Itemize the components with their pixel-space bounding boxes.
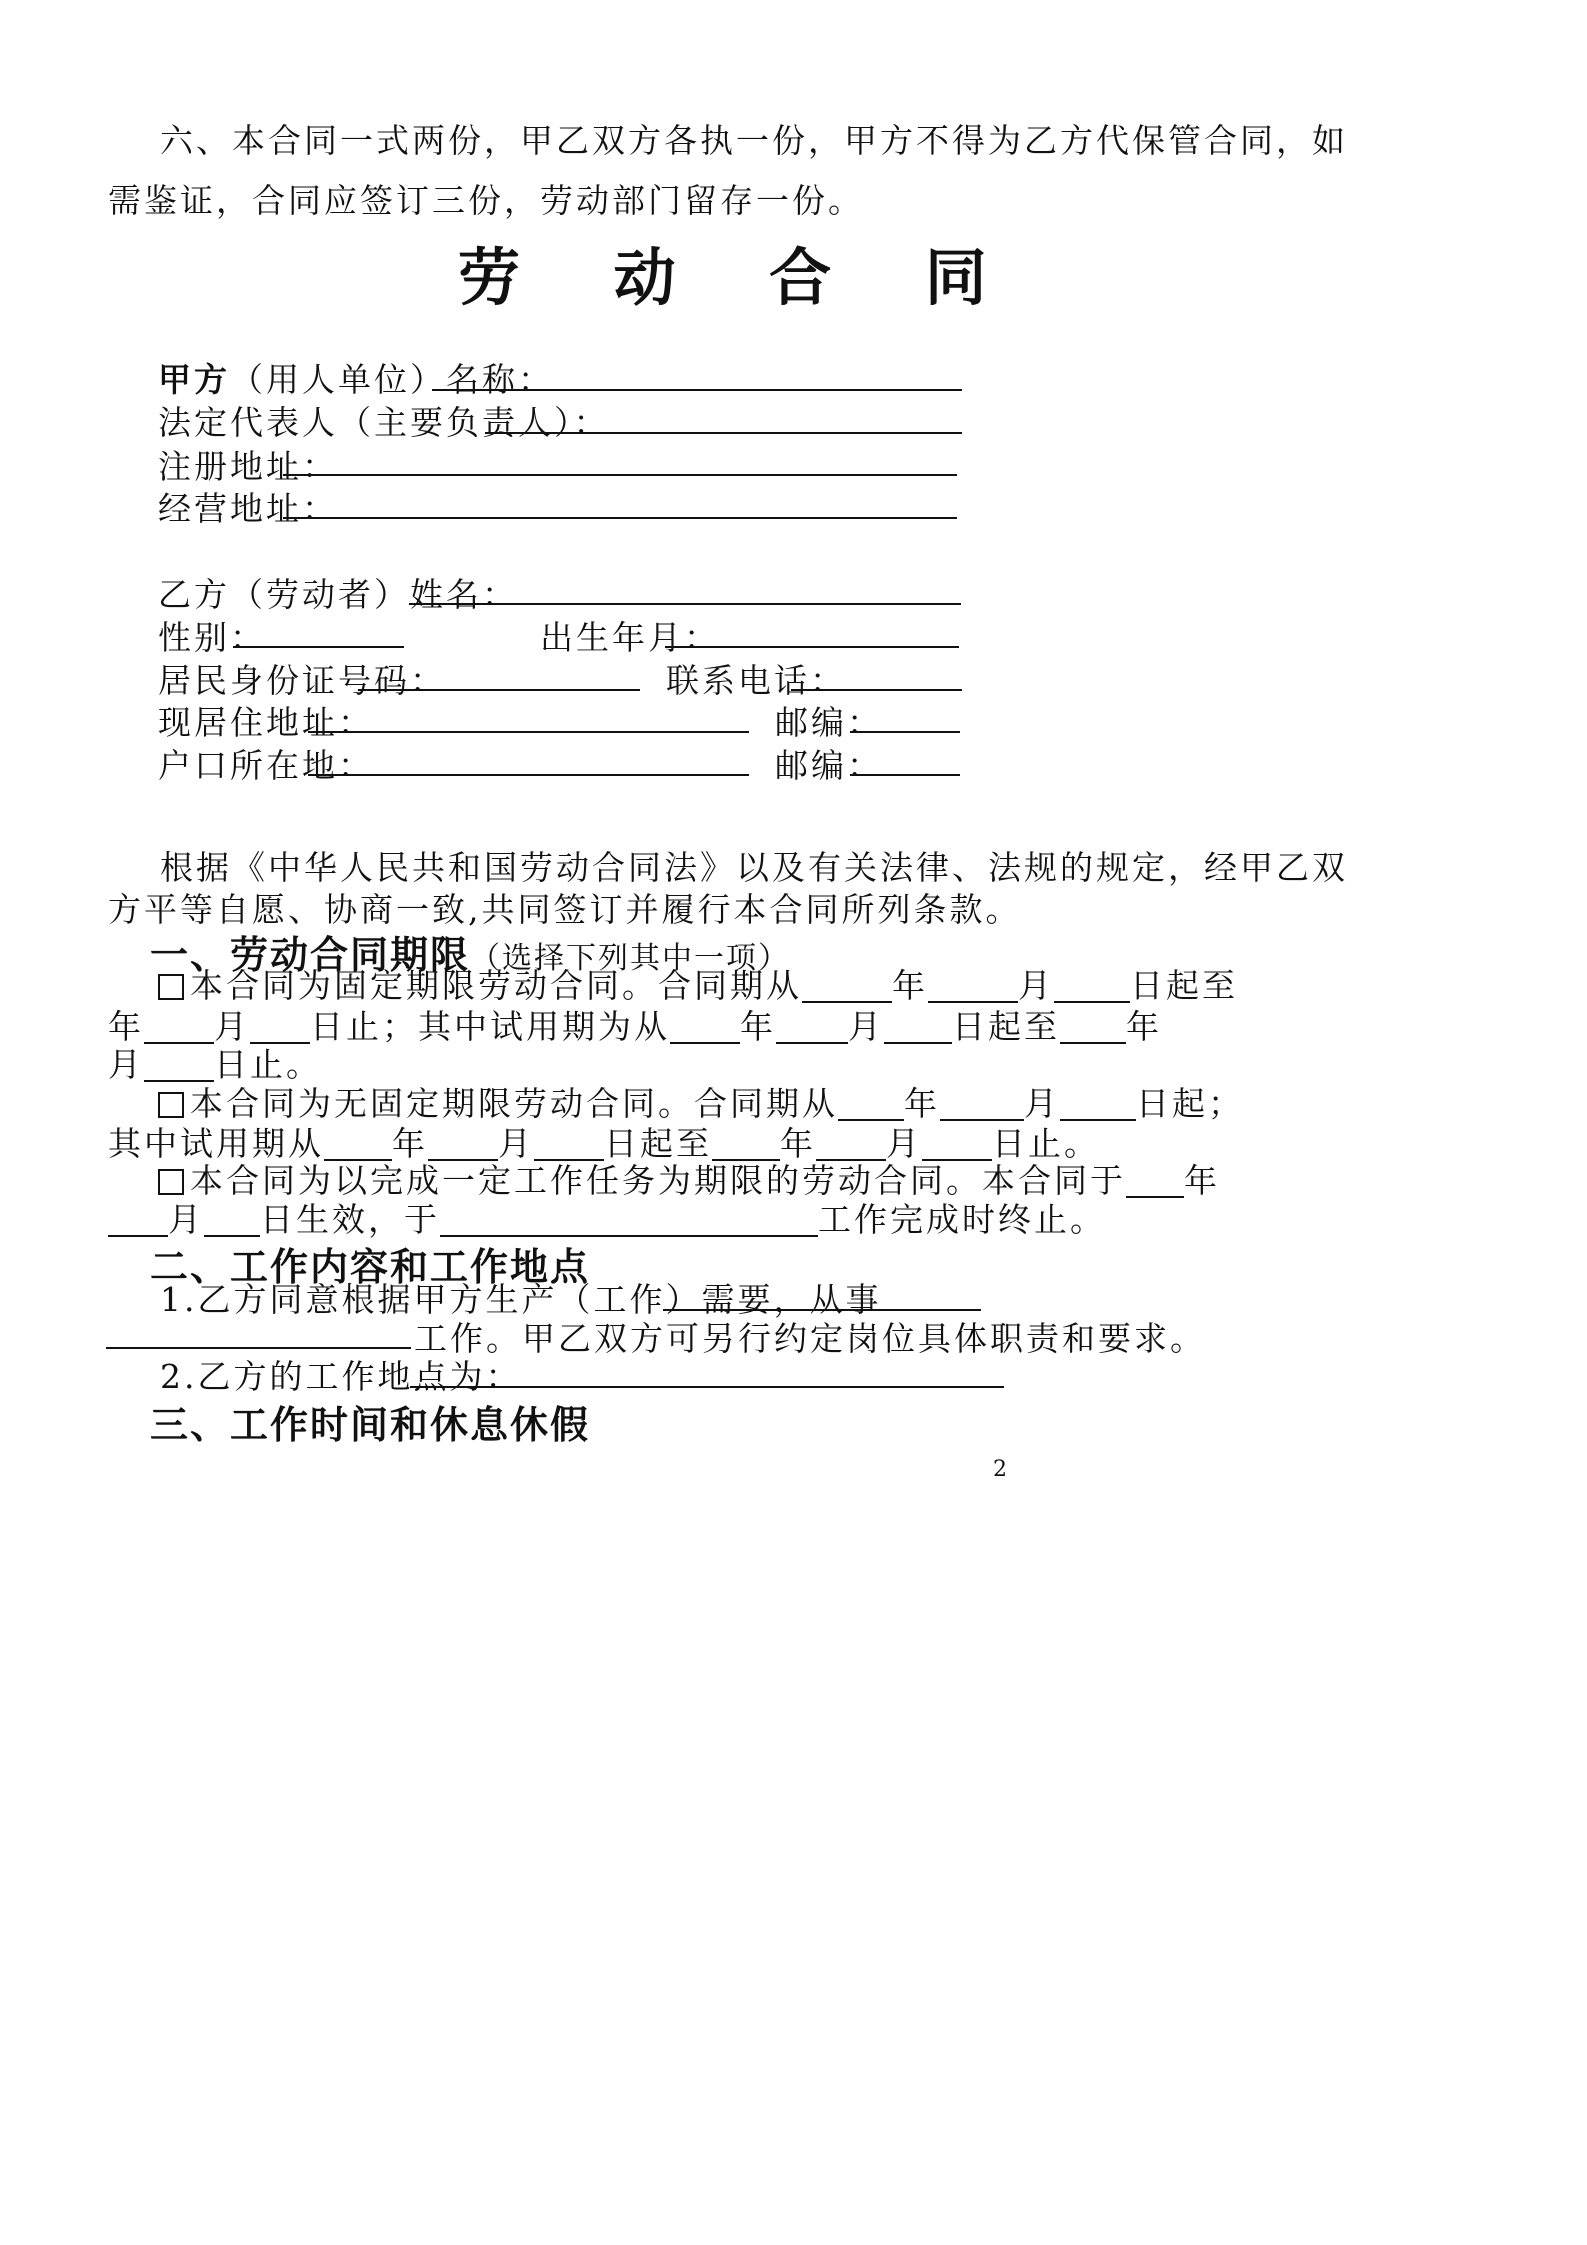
party-b-postcode2-field[interactable] — [850, 774, 960, 776]
party-b-birth-field[interactable] — [665, 646, 959, 648]
option-1-trial-year-field[interactable] — [670, 1012, 740, 1044]
from-label: 日起至 — [952, 1007, 1060, 1046]
option-2-line-2 — [108, 1124, 1100, 1163]
option-1-end-year-field[interactable] — [144, 1012, 214, 1044]
option-2-start-year-field[interactable] — [838, 1089, 904, 1121]
intro-line-1: 六、本合同一式两份，甲乙双方各执一份，甲方不得为乙方代保管合同，如 — [160, 121, 1348, 160]
party-a-name-row — [158, 360, 554, 399]
option-1-line-1 — [158, 966, 1238, 1005]
party-a-name-field[interactable] — [432, 389, 962, 391]
effective-label: 日生效，于 — [260, 1200, 440, 1239]
party-b-postcode-label: 邮编： — [775, 703, 883, 742]
section-2-item-2-label: 2.乙方的工作地点为： — [160, 1357, 522, 1396]
month-label: 月 — [108, 1045, 144, 1084]
option-2-trial-day-field[interactable] — [534, 1129, 604, 1161]
option-3-checkbox[interactable] — [158, 1169, 184, 1195]
year-label: 年 — [904, 1084, 940, 1123]
option-2-trial-end-day-field[interactable] — [922, 1129, 992, 1161]
job-title-field-part-2[interactable] — [106, 1347, 411, 1349]
party-b-address-label: 现居住地址： — [158, 703, 374, 742]
from-label: 日起至 — [604, 1124, 712, 1163]
option-1-trial-end-month-field[interactable] — [144, 1050, 214, 1082]
party-b-name-field[interactable] — [409, 603, 961, 605]
section-2-item-1-label: 1.乙方同意根据甲方生产（工作）需要，从事 — [160, 1280, 882, 1319]
party-b-gender-field[interactable] — [233, 646, 404, 648]
document-title: 劳 动 合 同 — [458, 241, 1023, 314]
option-2-trial-end-month-field[interactable] — [816, 1129, 886, 1161]
option-2-start-month-field[interactable] — [940, 1089, 1024, 1121]
task-end-label: 工作完成时终止。 — [818, 1200, 1106, 1239]
month-label: 月 — [886, 1124, 922, 1163]
party-b-hukou-field[interactable] — [308, 774, 749, 776]
option-1-text: 本合同为固定期限劳动合同。合同期从 — [190, 966, 802, 1005]
party-b-address-field[interactable] — [308, 731, 749, 733]
party-a-op-addr-label: 经营地址： — [158, 489, 338, 528]
option-1-trial-month-field[interactable] — [776, 1012, 848, 1044]
party-b-hukou-label: 户口所在地： — [158, 746, 374, 785]
option-1-line-3 — [108, 1045, 322, 1084]
option-2-text: 本合同为无固定期限劳动合同。合同期从 — [190, 1084, 838, 1123]
party-a-op-addr-field[interactable] — [283, 517, 957, 519]
party-b-id-label: 居民身份证号码： — [158, 661, 446, 700]
section-1-title: 一、劳动合同期限 — [150, 933, 471, 977]
until-label: 日止；其中试用期为从 — [310, 1007, 670, 1046]
option-2-trial-year-field[interactable] — [324, 1129, 392, 1161]
year-label: 年 — [1184, 1161, 1220, 1200]
party-a-reg-addr-label: 注册地址： — [158, 447, 338, 486]
party-b-birth-label: 出生年月： — [540, 618, 720, 657]
option-3-year-field[interactable] — [1126, 1166, 1184, 1198]
option-3-month-field[interactable] — [108, 1205, 168, 1237]
preamble-line-1: 根据《中华人民共和国劳动合同法》以及有关法律、法规的规定，经甲乙双 — [160, 848, 1348, 887]
party-b-postcode-field[interactable] — [850, 731, 960, 733]
month-label: 月 — [498, 1124, 534, 1163]
year-label: 年 — [892, 966, 928, 1005]
until-label: 日止。 — [214, 1045, 322, 1084]
year-label: 年 — [392, 1124, 428, 1163]
party-b-id-field[interactable] — [358, 689, 640, 691]
option-1-checkbox[interactable] — [158, 974, 184, 1000]
option-1-line-2 — [108, 1007, 1162, 1046]
month-label: 月 — [168, 1200, 204, 1239]
option-1-trial-end-year-field[interactable] — [1060, 1012, 1126, 1044]
party-b-name-label: 乙方（劳动者）姓名： — [158, 575, 518, 614]
intro-line-2: 需鉴证，合同应签订三份，劳动部门留存一份。 — [108, 181, 864, 220]
job-title-field-part-1[interactable] — [663, 1309, 981, 1311]
day-from-label: 日起； — [1136, 1084, 1244, 1123]
year-label: 年 — [1126, 1007, 1162, 1046]
party-a-name-label: （用人单位）名称： — [230, 360, 554, 399]
option-3-text: 本合同为以完成一定工作任务为期限的劳动合同。本合同于 — [190, 1161, 1126, 1200]
party-b-phone-label: 联系电话： — [666, 661, 846, 700]
option-3-day-field[interactable] — [204, 1205, 260, 1237]
option-2-checkbox[interactable] — [158, 1092, 184, 1118]
section-2-item-1-suffix: 工作。甲乙双方可另行约定岗位具体职责和要求。 — [414, 1319, 1206, 1358]
party-a-reg-addr-field[interactable] — [283, 474, 957, 476]
party-b-gender-label: 性别： — [158, 618, 266, 657]
option-1-start-day-field[interactable] — [1054, 971, 1130, 1003]
preamble-line-2: 方平等自愿、协商一致,共同签订并履行本合同所列条款。 — [108, 890, 1022, 929]
option-1-end-month-field[interactable] — [250, 1012, 310, 1044]
trial-period-label: 其中试用期从 — [108, 1124, 324, 1163]
page-number: 2 — [993, 1457, 1007, 1482]
year-label: 年 — [740, 1007, 776, 1046]
party-a-label: 甲方 — [158, 360, 230, 399]
month-label: 月 — [848, 1007, 884, 1046]
option-1-start-year-field[interactable] — [802, 971, 892, 1003]
option-2-start-day-field[interactable] — [1060, 1089, 1136, 1121]
section-1-note: （选择下列其中一项） — [470, 941, 791, 976]
month-label: 月 — [1018, 966, 1054, 1005]
option-3-task-field[interactable] — [440, 1205, 818, 1237]
until-label: 日止。 — [992, 1124, 1100, 1163]
option-3-line-1 — [158, 1161, 1220, 1200]
option-1-trial-day-field[interactable] — [884, 1012, 952, 1044]
work-location-field[interactable] — [410, 1386, 1004, 1388]
party-b-postcode2-label: 邮编： — [775, 746, 883, 785]
year-label: 年 — [108, 1007, 144, 1046]
month-label: 月 — [1024, 1084, 1060, 1123]
day-from-label: 日起至 — [1130, 966, 1238, 1005]
party-a-rep-field[interactable] — [485, 432, 962, 434]
section-2-heading: 二、工作内容和工作地点 — [150, 1245, 591, 1289]
option-2-line-1 — [158, 1084, 1244, 1123]
option-1-start-month-field[interactable] — [928, 971, 1018, 1003]
year-label: 年 — [780, 1124, 816, 1163]
section-3-heading: 三、工作时间和休息休假 — [150, 1403, 591, 1447]
option-2-trial-month-field[interactable] — [428, 1129, 498, 1161]
party-b-phone-field[interactable] — [791, 689, 962, 691]
option-3-line-2 — [108, 1200, 1106, 1239]
month-label: 月 — [214, 1007, 250, 1046]
option-2-trial-end-year-field[interactable] — [712, 1129, 780, 1161]
party-a-rep-label: 法定代表人（主要负责人）： — [158, 403, 610, 442]
